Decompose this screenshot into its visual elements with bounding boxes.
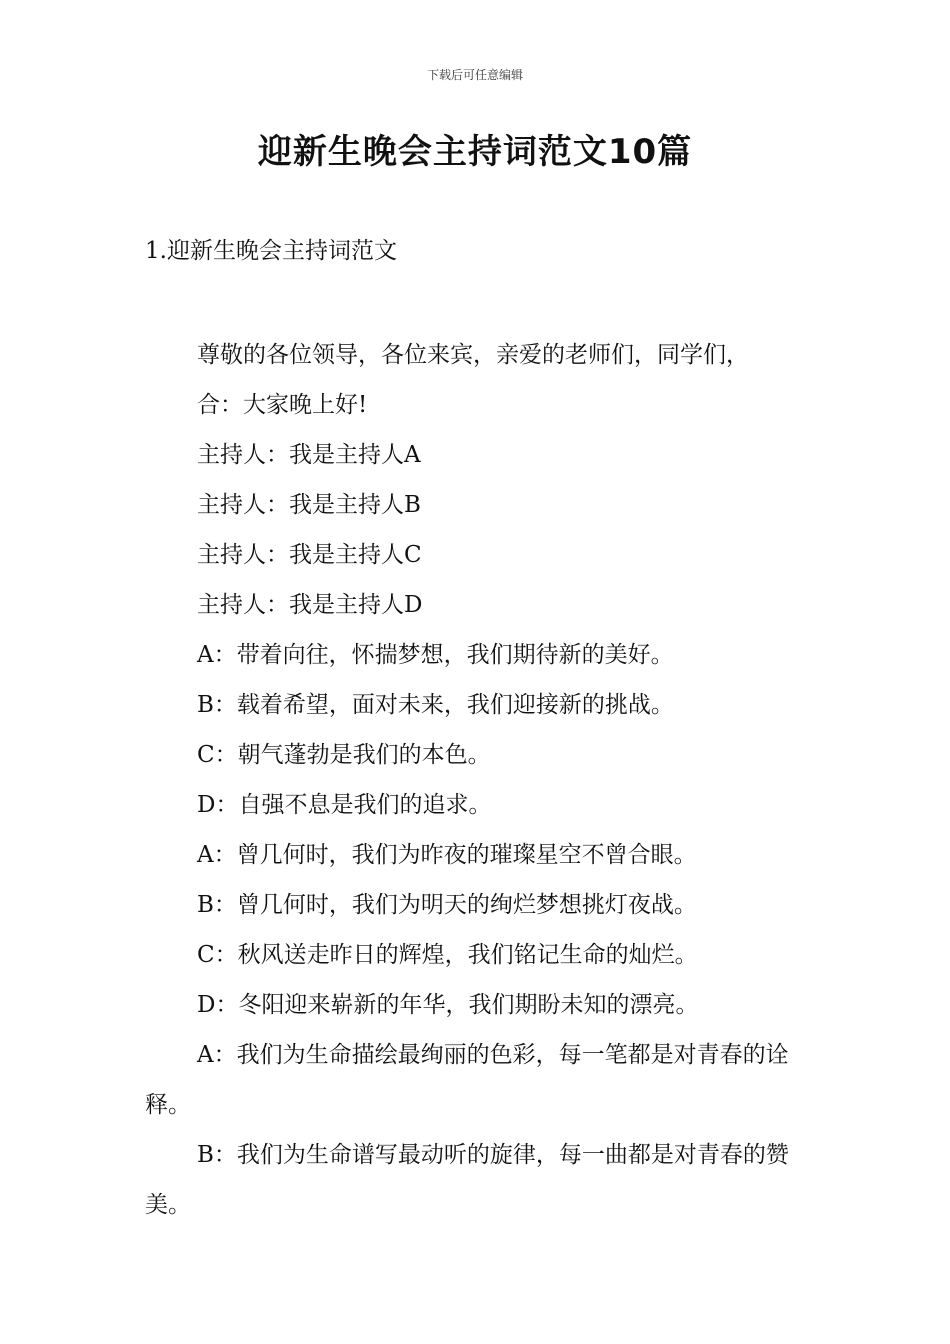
- text-paragraph: A：我们为生命描绘最绚丽的色彩，每一笔都是对青春的诠释。: [145, 1042, 789, 1118]
- document-title: 迎新生晚会主持词范文10篇: [257, 132, 693, 172]
- text-line: 尊敬的各位领导，各位来宾，亲爱的老师们，同学们，: [197, 342, 749, 368]
- text-line: 主持人：我是主持人D: [197, 592, 423, 618]
- text-line: A：曾几何时，我们为昨夜的璀璨星空不曾合眼。: [197, 842, 697, 868]
- text-line: A：带着向往，怀揣梦想，我们期待新的美好。: [197, 642, 674, 668]
- document-body: [145, 330, 810, 1230]
- text-line: 合：大家晚上好!: [197, 392, 368, 418]
- text-line: B：载着希望，面对未来，我们迎接新的挑战。: [197, 692, 674, 718]
- text-line: 主持人：我是主持人A: [197, 442, 421, 468]
- text-line: D：冬阳迎来崭新的年华，我们期盼未知的漂亮。: [197, 992, 699, 1018]
- header-note: 下载后可任意编辑: [426, 68, 523, 82]
- text-line: B：曾几何时，我们为明天的绚烂梦想挑灯夜战。: [197, 892, 697, 918]
- text-line: D：自强不息是我们的追求。: [197, 792, 492, 818]
- text-paragraph: B：我们为生命谱写最动听的旋律，每一曲都是对青春的赞美。: [145, 1142, 789, 1218]
- text-line: 主持人：我是主持人B: [197, 492, 421, 518]
- text-line: 主持人：我是主持人C: [197, 542, 422, 568]
- section-heading: 1.迎新生晚会主持词范文: [145, 238, 397, 264]
- text-line: C：秋风送走昨日的辉煌，我们铭记生命的灿烂。: [197, 942, 698, 968]
- text-line: C：朝气蓬勃是我们的本色。: [197, 742, 491, 768]
